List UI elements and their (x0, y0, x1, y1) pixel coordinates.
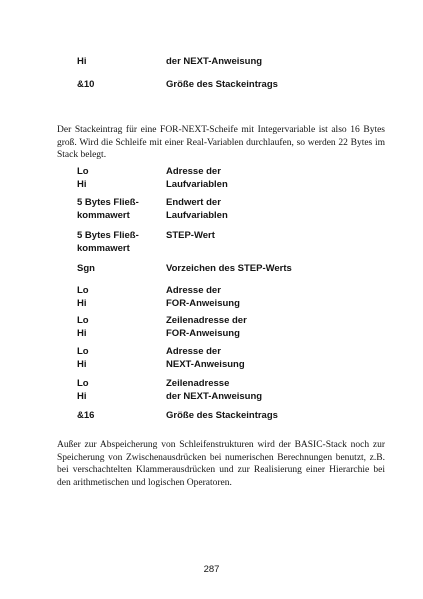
stack-entry-field (77, 410, 94, 423)
stack-entry-field (77, 166, 89, 191)
description-line: FOR-Anweisung (166, 297, 240, 309)
field-line: 5 Bytes Fließ- (77, 230, 139, 241)
stack-entry-field (77, 346, 89, 371)
field-line: Sgn (77, 263, 95, 274)
field-line: Lo (77, 346, 89, 357)
description-line: Adresse der (166, 166, 221, 177)
page-number: 287 (203, 564, 220, 575)
stack-entry-description (166, 166, 228, 191)
stack-entry-description (166, 410, 278, 423)
field-line: Lo (77, 166, 89, 177)
description-line: FOR-Anweisung (166, 327, 240, 339)
field-line: Hi (77, 56, 87, 67)
stack-entry-field (77, 378, 89, 403)
description-line: STEP-Wert (166, 230, 215, 241)
field-line: Hi (77, 178, 87, 190)
field-line: 5 Bytes Fließ- (77, 197, 139, 208)
description-line: Laufvariablen (166, 209, 228, 221)
field-line: Hi (77, 358, 87, 370)
description-line: Endwert der (166, 197, 221, 208)
field-line: Lo (77, 315, 89, 326)
field-line: Lo (77, 378, 89, 389)
stack-entry-description (166, 263, 292, 276)
description-line: Vorzeichen des STEP-Werts (166, 263, 292, 274)
description-line: der NEXT-Anweisung (166, 390, 263, 402)
stack-entry-description (166, 378, 262, 403)
description-line: Größe des Stackeintrags (166, 79, 278, 90)
description-line: der NEXT-Anweisung (166, 56, 263, 67)
field-line: Hi (77, 297, 87, 309)
field-line: &16 (77, 410, 95, 421)
body-paragraph: Außer zur Abspeicherung von Schleifenstrukturen wird der BASIC-Stack noch zur Speicherung von Zwischenausdrücken bei numerischen Berechnungen benutzt, z.B. bei verschachtelten Klammerausdrücken und zur Realisierung einer Hierarchie bei den arithmetischen und logischen Operatoren. (57, 440, 385, 488)
stack-entry-description (166, 346, 245, 371)
field-line: Hi (77, 327, 87, 339)
stack-entry-field (77, 56, 87, 69)
description-line: Größe des Stackeintrags (166, 410, 278, 421)
body-paragraph: Der Stackeintrag für eine FOR-NEXT-Scheife mit Integervariable ist also 16 Bytes groß. Wird die Schleife mit einer Real-Variablen durchlaufen, so werden 22 Bytes im Stack belegt. (57, 125, 385, 160)
field-line: kommawert (77, 242, 130, 254)
stack-entry-description (166, 56, 262, 69)
stack-entry-field (77, 315, 89, 340)
stack-entry-field (77, 230, 139, 255)
stack-entry-field (77, 285, 89, 310)
stack-entry-field (77, 197, 139, 222)
field-line: kommawert (77, 209, 130, 221)
field-line: Lo (77, 285, 89, 296)
description-line: Adresse der (166, 285, 221, 296)
stack-entry-description (166, 285, 240, 310)
stack-entry-description (166, 315, 247, 340)
description-line: NEXT-Anweisung (166, 358, 245, 370)
field-line: &10 (77, 79, 95, 90)
stack-entry-field (77, 263, 95, 276)
stack-entry-description (166, 230, 215, 243)
stack-entry-description (166, 197, 228, 222)
field-line: Hi (77, 390, 87, 402)
description-line: Zeilenadresse (166, 378, 230, 389)
stack-entry-description (166, 79, 278, 92)
description-line: Adresse der (166, 346, 221, 357)
description-line: Zeilenadresse der (166, 315, 247, 326)
description-line: Laufvariablen (166, 178, 228, 190)
stack-entry-field (77, 79, 94, 92)
